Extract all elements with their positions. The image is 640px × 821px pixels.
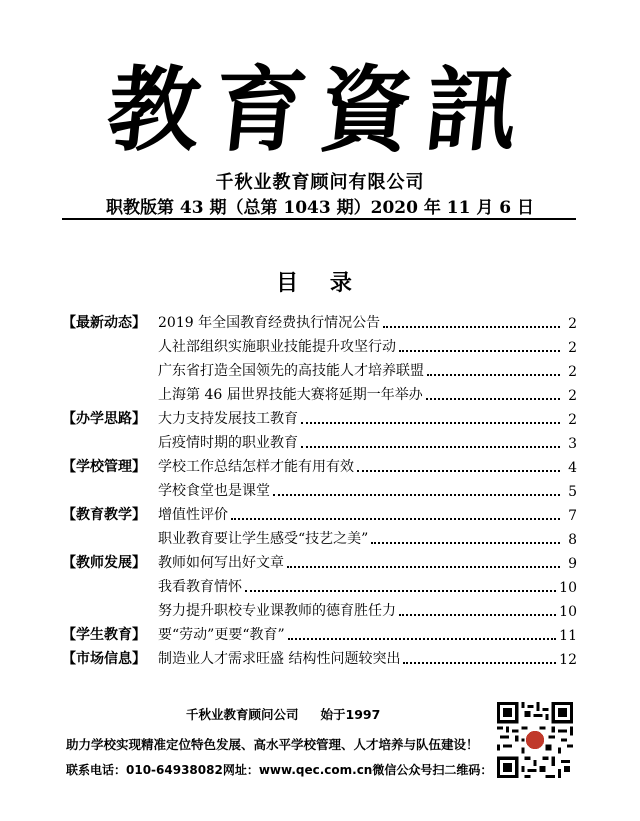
dot-leader bbox=[399, 350, 560, 352]
toc-entry[interactable] bbox=[62, 476, 577, 500]
toc-page-number: 10 bbox=[559, 580, 577, 596]
toc-page-number: 10 bbox=[559, 604, 577, 620]
toc-entry[interactable] bbox=[62, 332, 577, 356]
company-name: 千秋业教育顾问有限公司 bbox=[215, 172, 425, 193]
toc-entry[interactable] bbox=[62, 308, 577, 332]
toc-category: 【教育教学】 bbox=[62, 507, 146, 523]
issue-line: 职教版第 43 期（总第 1043 期）2020 年 11 月 6 日 bbox=[105, 198, 535, 218]
footer-slogan: 助力学校实现精准定位特色发展、高水平学校管理、人才培养与队伍建设！ bbox=[66, 737, 479, 752]
toc-entry[interactable] bbox=[62, 572, 577, 596]
toc-entry-title[interactable]: 要“劳动”更要“教育” bbox=[158, 627, 285, 643]
dot-leader bbox=[273, 494, 560, 496]
header-divider bbox=[62, 218, 576, 220]
footer-phone: 联系电话：010-64938082 bbox=[66, 763, 223, 777]
dot-leader bbox=[399, 614, 556, 616]
toc-entry-title[interactable]: 大力支持发展技工教育 bbox=[158, 411, 298, 427]
toc-entry[interactable] bbox=[62, 452, 577, 476]
dot-leader bbox=[231, 518, 560, 520]
dot-leader bbox=[357, 470, 560, 472]
toc-entry-title[interactable]: 学校工作总结怎样才能有用有效 bbox=[158, 459, 354, 475]
toc-entry[interactable] bbox=[62, 356, 577, 380]
toc-entry-title[interactable]: 教师如何写出好文章 bbox=[158, 555, 284, 571]
dot-leader bbox=[245, 590, 556, 592]
toc-entry-title[interactable]: 后疫情时期的职业教育 bbox=[158, 435, 298, 451]
toc-entry-title[interactable]: 增值性评价 bbox=[158, 507, 228, 523]
toc-entry[interactable] bbox=[62, 500, 577, 524]
footer-contact-line bbox=[66, 761, 492, 778]
toc-page-number: 2 bbox=[568, 364, 577, 380]
toc-entry-title[interactable]: 广东省打造全国领先的高技能人才培养联盟 bbox=[158, 363, 424, 379]
toc-entry-title[interactable]: 职业教育要让学生感受“技艺之美” bbox=[158, 531, 369, 547]
toc-page-number: 2 bbox=[568, 388, 577, 404]
toc-category: 【教师发展】 bbox=[62, 555, 146, 571]
toc-category: 【学校管理】 bbox=[62, 459, 146, 475]
toc-category: 【市场信息】 bbox=[62, 651, 146, 667]
footer-company-line bbox=[186, 705, 380, 723]
toc-entry[interactable] bbox=[62, 524, 577, 548]
toc-page-number: 8 bbox=[568, 532, 577, 548]
masthead-title: 教育資訊 bbox=[102, 56, 538, 164]
toc-page-number: 12 bbox=[559, 652, 577, 668]
dot-leader bbox=[427, 374, 560, 376]
toc-page-number: 11 bbox=[559, 628, 577, 644]
toc-page-number: 2 bbox=[568, 340, 577, 356]
toc-entry[interactable] bbox=[62, 548, 577, 572]
toc-page-number: 5 bbox=[568, 484, 577, 500]
dot-leader bbox=[403, 662, 556, 664]
toc-category: 【学生教育】 bbox=[62, 627, 146, 643]
toc-page-number: 2 bbox=[568, 412, 577, 428]
toc-entry[interactable] bbox=[62, 428, 577, 452]
toc-entry-title[interactable]: 学校食堂也是课堂 bbox=[158, 483, 270, 499]
table-of-contents bbox=[62, 308, 577, 668]
dot-leader bbox=[301, 446, 560, 448]
footer-since: 始于1997 bbox=[320, 707, 381, 722]
toc-entry[interactable] bbox=[62, 644, 577, 668]
qr-code-icon bbox=[497, 702, 573, 778]
footer-company: 千秋业教育顾问公司 bbox=[186, 707, 299, 722]
toc-category: 【最新动态】 bbox=[62, 315, 146, 331]
footer-website[interactable]: 网址：www.qec.com.cn bbox=[222, 763, 373, 777]
dot-leader bbox=[371, 542, 560, 544]
toc-entry[interactable] bbox=[62, 620, 577, 644]
footer-wechat: 微信公众号扫二维码： bbox=[372, 763, 493, 777]
dot-leader bbox=[287, 566, 560, 568]
toc-page-number: 4 bbox=[568, 460, 577, 476]
toc-page-number: 7 bbox=[568, 508, 577, 524]
toc-entry-title[interactable]: 制造业人才需求旺盛 结构性问题较突出 bbox=[158, 651, 401, 667]
toc-page-number: 3 bbox=[568, 436, 577, 452]
toc-entry-title[interactable]: 努力提升职校专业课教师的德育胜任力 bbox=[158, 603, 396, 619]
toc-entry-title[interactable]: 2019 年全国教育经费执行情况公告 bbox=[158, 315, 381, 331]
toc-page-number: 9 bbox=[568, 556, 577, 572]
dot-leader bbox=[288, 638, 557, 640]
dot-leader bbox=[301, 422, 560, 424]
toc-category: 【办学思路】 bbox=[62, 411, 146, 427]
toc-heading: 目 录 bbox=[276, 271, 364, 296]
toc-entry[interactable] bbox=[62, 596, 577, 620]
toc-entry[interactable] bbox=[62, 404, 577, 428]
toc-entry-title[interactable]: 人社部组织实施职业技能提升攻坚行动 bbox=[158, 339, 396, 355]
toc-entry-title[interactable]: 我看教育情怀 bbox=[158, 579, 242, 595]
toc-entry-title[interactable]: 上海第 46 届世界技能大赛将延期一年举办 bbox=[158, 387, 423, 403]
dot-leader bbox=[383, 326, 560, 328]
toc-page-number: 2 bbox=[568, 316, 577, 332]
toc-entry[interactable] bbox=[62, 380, 577, 404]
dot-leader bbox=[426, 398, 560, 400]
